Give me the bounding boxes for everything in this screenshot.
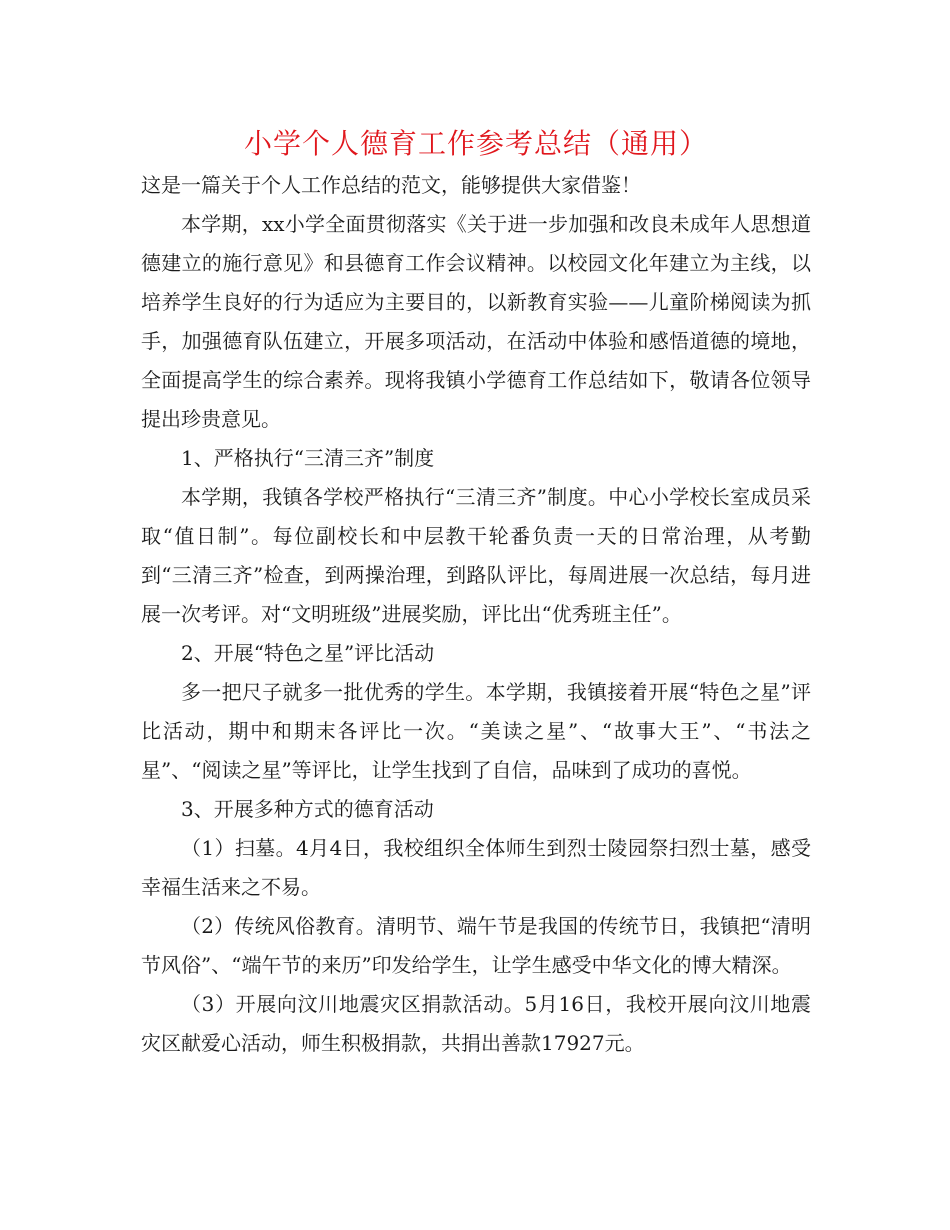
paragraph-overview: 本学期，xx小学全面贯彻落实《关于进一步加强和改良未成年人思想道德建立的施行意见》和县德育工作会议精神。以校园文化年建立为主线，以培养学生良好的行为适应为主要目的，以新教育实验——儿童阶梯阅读为抓手，加强德育队伍建立，开展多项活动，在活动中体验和感悟道德的境地，全面提高学生的综合素养。现将我镇小学德育工作总结如下，敬请各位领导提出珍贵意见。 [141, 212, 811, 431]
section-heading-3: 3、开展多种方式的德育活动 [181, 797, 434, 821]
paragraph-item-1: （1）扫墓。4月4日，我校组织全体师生到烈士陵园祭扫烈士墓，感受幸福生活来之不易。 [141, 836, 811, 899]
intro-paragraph: 这是一篇关于个人工作总结的范文，能够提供大家借鉴！ [141, 173, 641, 197]
paragraph-item-2: （2）传统风俗教育。清明节、端午节是我国的传统节日，我镇把“清明节风俗”、“端午节的来历”印发给学生，让学生感受中华文化的博大精深。 [141, 914, 811, 977]
paragraph-item-3: （3）开展向汶川地震灾区捐款活动。5月16日，我校开展向汶川地震灾区献爱心活动，师生积极捐款，共捐出善款17927元。 [141, 992, 811, 1055]
document-title: 小学个人德育工作参考总结（通用） [243, 127, 708, 160]
document-body [141, 122, 811, 1063]
paragraph-section-2: 多一把尺子就多一批优秀的学生。本学期，我镇接着开展“特色之星”评比活动，期中和期末各评比一次。“美读之星”、“故事大王”、“书法之星”、“阅读之星”等评比，让学生找到了自信，品味到了成功的喜悦。 [141, 680, 811, 782]
section-heading-1: 1、严格执行“三清三齐”制度 [181, 446, 435, 470]
section-heading-2: 2、开展“特色之星”评比活动 [181, 641, 435, 665]
paragraph-section-1: 本学期，我镇各学校严格执行“三清三齐”制度。中心小学校长室成员采取“值日制”。每位副校长和中层教干轮番负责一天的日常治理，从考勤到“三清三齐”检查，到两操治理，到路队评比，每周进展一次总结，每月进展一次考评。对“文明班级”进展奖励，评比出“优秀班主任”。 [141, 485, 811, 626]
